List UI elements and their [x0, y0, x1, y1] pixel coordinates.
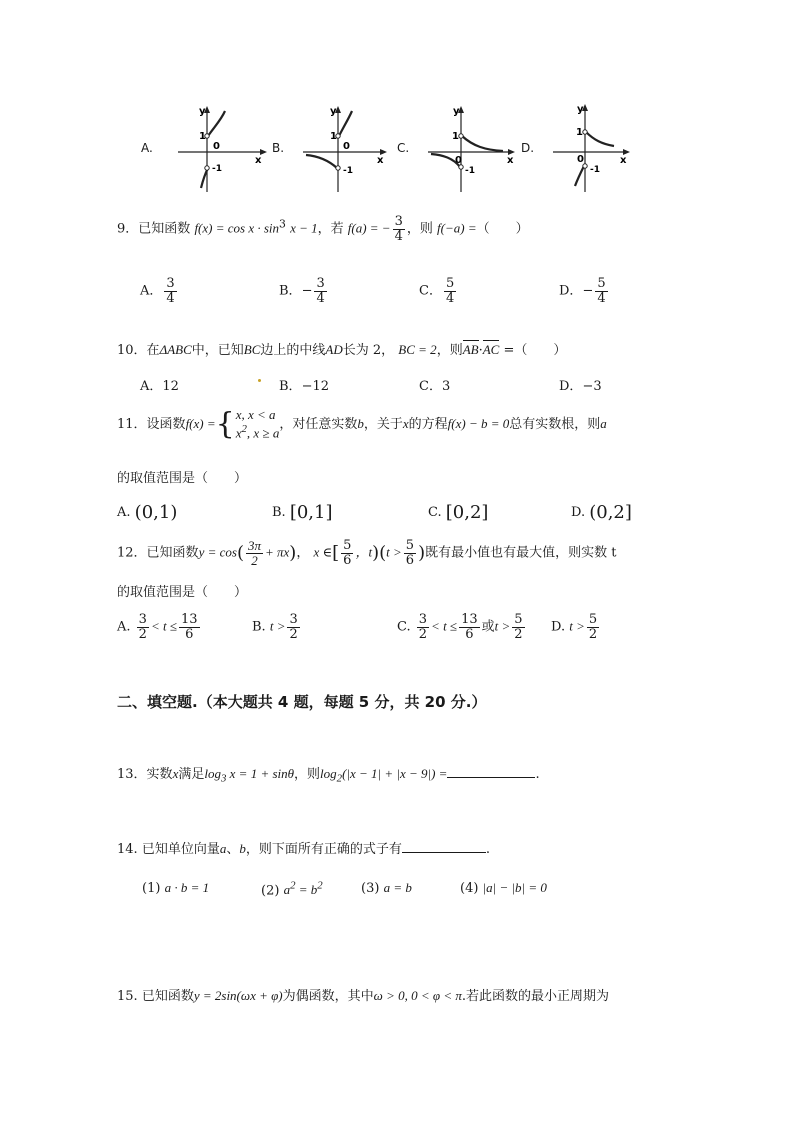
q9-option-d: D．− $\frac{5}{4}$: [559, 276, 606, 306]
q9-option-b: B．− $\frac{3}{4}$: [279, 276, 325, 306]
q12-option-b: B. t > $\frac{3}{2}$: [252, 612, 298, 642]
y-axis-label: y: [577, 104, 584, 115]
tick-neg-1: -1: [465, 166, 475, 176]
origin-label: 0: [213, 141, 220, 152]
q9-text: ，则: [406, 221, 433, 237]
tick-1: 1: [199, 131, 206, 142]
origin-label: 0: [455, 155, 462, 166]
q8-graph-b: [300, 100, 395, 195]
tick-1: 1: [452, 131, 459, 142]
q12-stem: 12．已知函数y = cos( $\frac{3\pi}{2}$ + πx)， x ∈[ $\frac{5}{6}$ ，t)(t > $\frac{5}{6}$ )既有最小值也有最大值，则实数 t: [117, 538, 617, 568]
q9-condition: f(a) = −: [347, 220, 391, 236]
q14-item-2: (2) $a^2 = b^2$: [261, 880, 323, 899]
origin-label: 0: [343, 141, 350, 152]
q14-item-4: (4) |a| − |b| = 0: [460, 880, 547, 896]
section-2-heading: 二、填空题.（本大题共 4 题，每题 5 分，共 20 分.）: [117, 693, 487, 711]
vector-b: b: [239, 841, 246, 856]
q13-answer-blank[interactable]: [447, 777, 535, 778]
q8-option-b-label: B.: [272, 141, 285, 155]
q11-stem: 11．设函数f(x) ={ x, x < a $x^2$, x ≥ a ，对任意实数b，关于x的方程f(x) − b = 0总有实数根，则a: [117, 406, 607, 442]
tick-1: 1: [330, 131, 337, 142]
q8-option-c-label: C.: [397, 141, 410, 155]
q8-option-a-label: A.: [141, 141, 153, 155]
q10-option-d: D．−3: [559, 379, 602, 394]
q12-number: 12．: [117, 545, 147, 561]
stray-dot: [258, 379, 261, 382]
q9-fraction: $\frac{3}{4}$: [394, 214, 403, 244]
vector-ac: AC: [482, 342, 500, 357]
q9-answer-blank: （ ）: [476, 221, 529, 237]
q14-stem: 14. 已知单位向量a、b，则下面所有正确的式子有 .: [117, 841, 491, 857]
q9-power: 3: [279, 217, 286, 231]
q8-graph-a: [175, 100, 270, 195]
q9-text: ，若: [317, 221, 344, 237]
q9-stem: [117, 215, 529, 243]
q10-answer-blank: （ ）: [514, 343, 567, 358]
x-axis-label: x: [620, 155, 627, 166]
q11-option-c: C. [0,2]: [428, 502, 489, 523]
q10-number: 10．: [117, 343, 147, 358]
piecewise-brace: {: [215, 406, 235, 442]
q11-option-a: A. (0,1): [117, 502, 178, 523]
x-axis-label: x: [377, 155, 384, 166]
q8-graph-d: [550, 100, 645, 195]
q13-number: 13．: [117, 767, 147, 782]
x-axis-label: x: [255, 155, 262, 166]
q14-item-1: (1) a · b = 1: [142, 880, 210, 896]
q10-option-a: A．12: [140, 379, 179, 394]
q12-option-d: D. t > $\frac{5}{2}$: [551, 612, 598, 642]
tick-neg-1: -1: [343, 166, 353, 176]
q11-option-d: D. (0,2]: [571, 502, 632, 523]
tick-1: 1: [576, 127, 583, 138]
q14-item-3: (3) a = b: [361, 880, 412, 896]
q9-option-c: C． $\frac{5}{4}$: [419, 276, 455, 306]
origin-label: 0: [577, 154, 584, 165]
vector-ab: AB: [462, 342, 479, 357]
q14-answer-blank[interactable]: [402, 852, 486, 853]
q9-text: 已知函数: [138, 221, 191, 237]
q8-graph-c: [425, 100, 520, 195]
q8-option-d-label: D.: [521, 141, 535, 155]
tick-neg-1: -1: [590, 165, 600, 175]
q9-option-a: A． $\frac{3}{4}$: [140, 276, 175, 306]
vector-a: a: [219, 841, 227, 856]
q12-option-a: A. $\frac{3}{2}$ < t ≤ $\frac{13}{6}$: [117, 612, 198, 642]
y-axis-label: y: [330, 106, 337, 117]
q9-function-tail: x − 1: [290, 220, 318, 236]
q11-option-b: B. [0,1]: [272, 502, 333, 523]
piecewise-cases: x, x < a $x^2$, x ≥ a: [235, 407, 280, 441]
q12-line2: 的取值范围是（ ）: [117, 585, 248, 600]
q13-stem: 13．实数x满足$\log_3 x = 1 + \sin\theta$，则$\log_2(|x - 1| + |x - 9|)$ = .: [117, 766, 540, 785]
q10-stem: 10．在ΔABC中，已知BC边上的中线AD长为 2， BC = 2，则AB·AC =（ ）: [117, 342, 567, 358]
tick-neg-1: -1: [212, 164, 222, 174]
q15-stem: 15. 已知函数y = 2sin(ωx + φ)为偶函数，其中ω > 0, 0 < φ < π.若此函数的最小正周期为: [117, 988, 609, 1004]
y-axis-label: y: [199, 106, 206, 117]
q10-option-b: B．−12: [279, 379, 329, 394]
q12-option-c: C. $\frac{3}{2}$ < t ≤ $\frac{13}{6}$ 或t > $\frac{5}{2}$: [397, 612, 523, 642]
x-axis-label: x: [507, 155, 514, 166]
q9-number: 9．: [117, 221, 139, 237]
q10-option-c: C．3: [419, 379, 451, 394]
q11-line2: 的取值范围是（ ）: [117, 471, 248, 486]
q15-number: 15.: [117, 989, 138, 1004]
q14-number: 14.: [117, 842, 138, 857]
q9-function: f(x) = cos x · sin: [194, 220, 280, 236]
y-axis-label: y: [453, 106, 460, 117]
q9-ask: f(−a) =: [437, 220, 477, 236]
q11-number: 11．: [117, 416, 147, 432]
